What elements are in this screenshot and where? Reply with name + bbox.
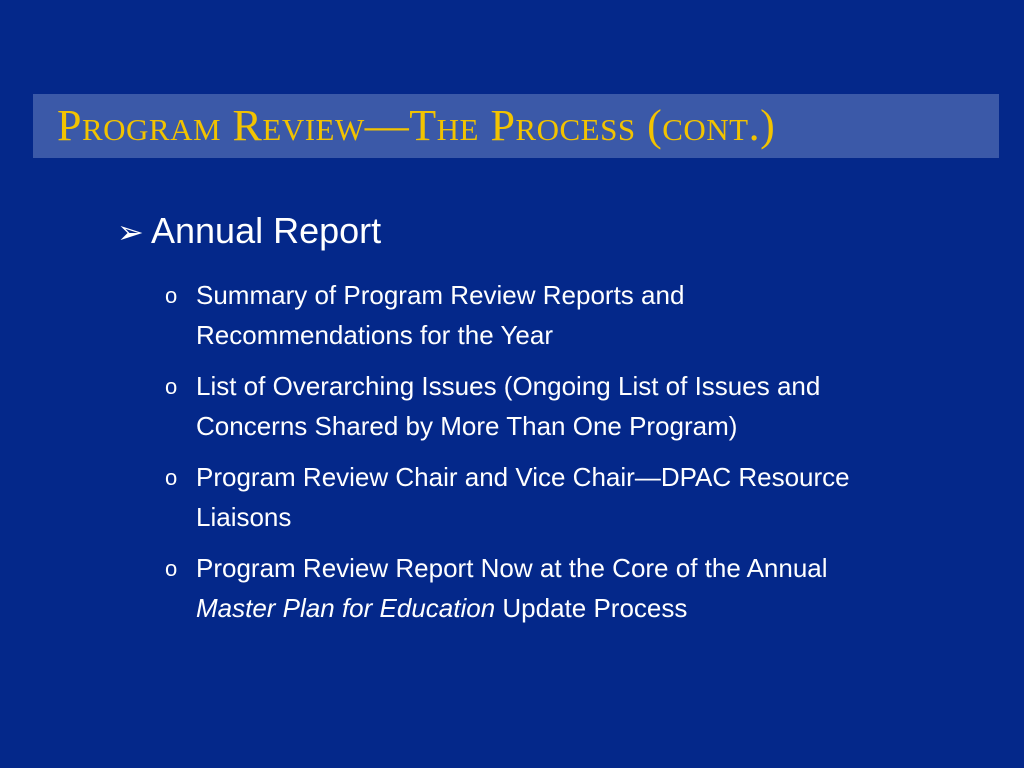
- main-bullet: [117, 210, 381, 253]
- main-bullet-label: Annual Report: [151, 210, 382, 251]
- list-item-text-italic: Master Plan for Education: [196, 593, 496, 623]
- list-item-text-before: Program Review Report Now at the Core of the Annual: [196, 553, 828, 583]
- list-item-text-after: Update Process: [495, 593, 688, 623]
- list-item: [163, 366, 903, 446]
- list-item: [163, 548, 903, 628]
- list-item: [163, 457, 903, 537]
- list-item-text: List of Overarching Issues (Ongoing List of Issues and Concerns Shared by More Than One Program): [196, 371, 821, 441]
- slide-title: Program Review—The Process (cont.): [57, 101, 776, 150]
- list-item-text: Program Review Chair and Vice Chair—DPAC Resource Liaisons: [196, 462, 850, 532]
- circle-bullet-icon: o: [165, 556, 178, 581]
- list-item: [163, 275, 903, 355]
- circle-bullet-icon: o: [165, 374, 178, 399]
- circle-bullet-icon: o: [165, 465, 178, 490]
- sub-bullet-list: [163, 275, 903, 639]
- circle-bullet-icon: o: [165, 283, 178, 308]
- list-item-text: Summary of Program Review Reports and Recommendations for the Year: [196, 280, 685, 350]
- title-bar: [33, 94, 999, 158]
- arrow-bullet-icon: ➢: [117, 214, 144, 250]
